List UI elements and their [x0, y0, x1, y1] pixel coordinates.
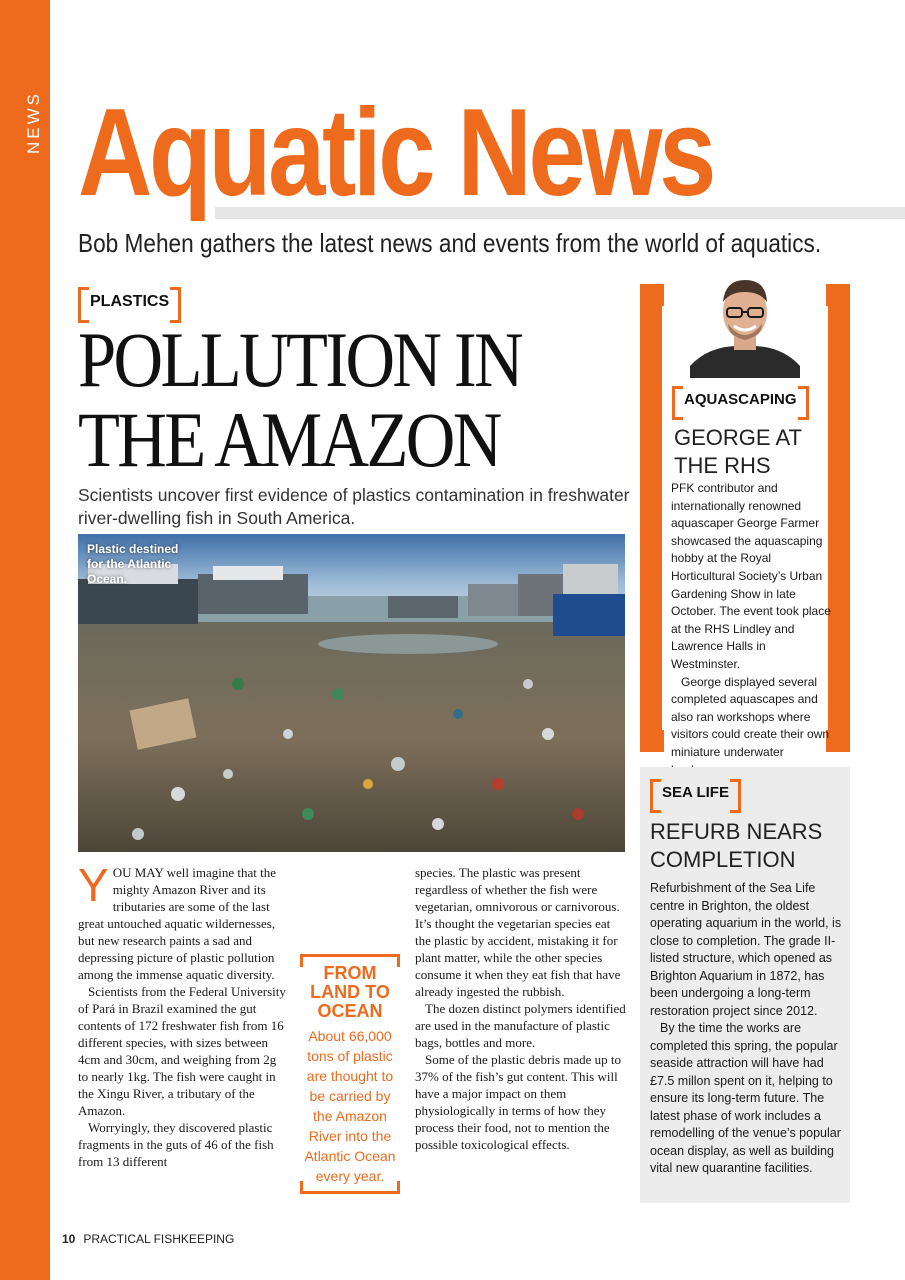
column-2	[415, 864, 627, 1153]
aquascaping-paragraph-2: George displayed several completed aquascapes and also ran workshops where visitors could create their own miniature underwater	[671, 674, 830, 759]
aquascaping-body	[671, 480, 831, 779]
sealife-paragraph-1: Refurbishment of the Sea Life centre in Brighton, the oldest operating aquarium in the world, is close to completion. The grade II-listed structure, which opened as Brighton Aquarium in 1872, has been undergoing a long-term restoration project since 2012.	[650, 881, 842, 1018]
column-1	[78, 859, 288, 1170]
strapline: Bob Mehen gathers the latest news and events from the world of aquatics.	[78, 228, 822, 258]
page-number: 10	[62, 1232, 76, 1246]
pull-quote-heading: FROM LAND TO OCEAN	[310, 963, 390, 1021]
pull-quote	[300, 954, 400, 1194]
column-1-paragraph-2: Scientists from the Federal University of Pará in Brazil examined the gut contents of 172 freshwater fish from 16 different species, with sizes between 4cm and 30cm, and weighing from 2g to nearly 1kg. The fish were caught in the Xingu River, a tributary of the Amazon.	[78, 984, 286, 1118]
column-2-paragraph-2: The dozen distinct polymers identified are used in the manufacture of plastic bags, bottles and more.	[415, 1001, 626, 1050]
george-portrait	[690, 274, 800, 378]
section-label: NEWS	[24, 91, 43, 154]
side-color-bar	[0, 0, 50, 1280]
main-deck: Scientists uncover first evidence of plastics contamination in freshwater river-dwelling fish in South America.	[78, 485, 630, 528]
aquascaping-headline: GEORGE AT THE RHS	[674, 425, 802, 478]
sealife-paragraph-2: By the time the works are completed this spring, the popular seaside attraction will have had £7.5 millon spent on it, helping to ensure its long-term future. The latest phase of work includes a remodelling of the venue’s popular ocean display, as well as building vital new quarantine facilities.	[650, 1021, 841, 1175]
column-1-paragraph-1: OU MAY well imagine that the mighty Amazon River and its tributaries are some of the last great untouched aquatic wildernesses, but new research paints a sad and depressing picture of plastic pollution among the immense aquatic diversity.	[78, 865, 277, 982]
category-tag-plastics: PLASTICS	[78, 287, 181, 317]
category-tag-sealife: SEA LIFE	[650, 779, 741, 807]
sealife-headline: REFURB NEARS COMPLETION	[650, 819, 823, 872]
aquascaping-paragraph-1: PFK contributor and internationally renowned aquascaper George Farmer showcased the aquascaping hobby at the Royal Horticultural Society’s Urban Gardening Show in late October. The event took place at the RHS Lindley and Lawrence Halls in Westminster.	[671, 481, 831, 671]
amazon-plastic-photo	[78, 534, 625, 852]
pull-quote-body: About 66,000 tons of plastic are thought to be carried by the Amazon River into the Atlantic Ocean every year.	[304, 1028, 396, 1184]
main-headline: POLLUTION IN THE AMAZON	[78, 316, 522, 483]
magazine-name: PRACTICAL FISHKEEPING	[83, 1232, 235, 1246]
sealife-body	[650, 880, 842, 1178]
photo-caption: Plastic destined for the Atlantic Ocean.	[87, 542, 179, 586]
column-2-paragraph-3: Some of the plastic debris made up to 37% of the fish’s gut content. This will have a major impact on them physiologically in terms of how they process their food, not to mention the possible toxicological effects.	[415, 1052, 622, 1152]
category-tag-aquascaping: AQUASCAPING	[672, 386, 809, 414]
person-portrait-image	[690, 274, 800, 378]
page-folio	[62, 1232, 234, 1246]
masthead-title: Aquatic News	[78, 84, 714, 222]
column-1-paragraph-3: Worryingly, they discovered plastic fragments in the guts of 46 of the fish from 13 different	[78, 1120, 274, 1169]
column-2-paragraph-1: species. The plastic was present regardless of whether the fish were vegetarian, omnivorous or carnivorous. It’s thought the vegetarian species eat the plastic by accident, mistaking it for plant matter, while the other species consume it when they eat fish that have already ingested the rubbish.	[415, 865, 621, 999]
drop-cap: Y	[78, 859, 109, 911]
